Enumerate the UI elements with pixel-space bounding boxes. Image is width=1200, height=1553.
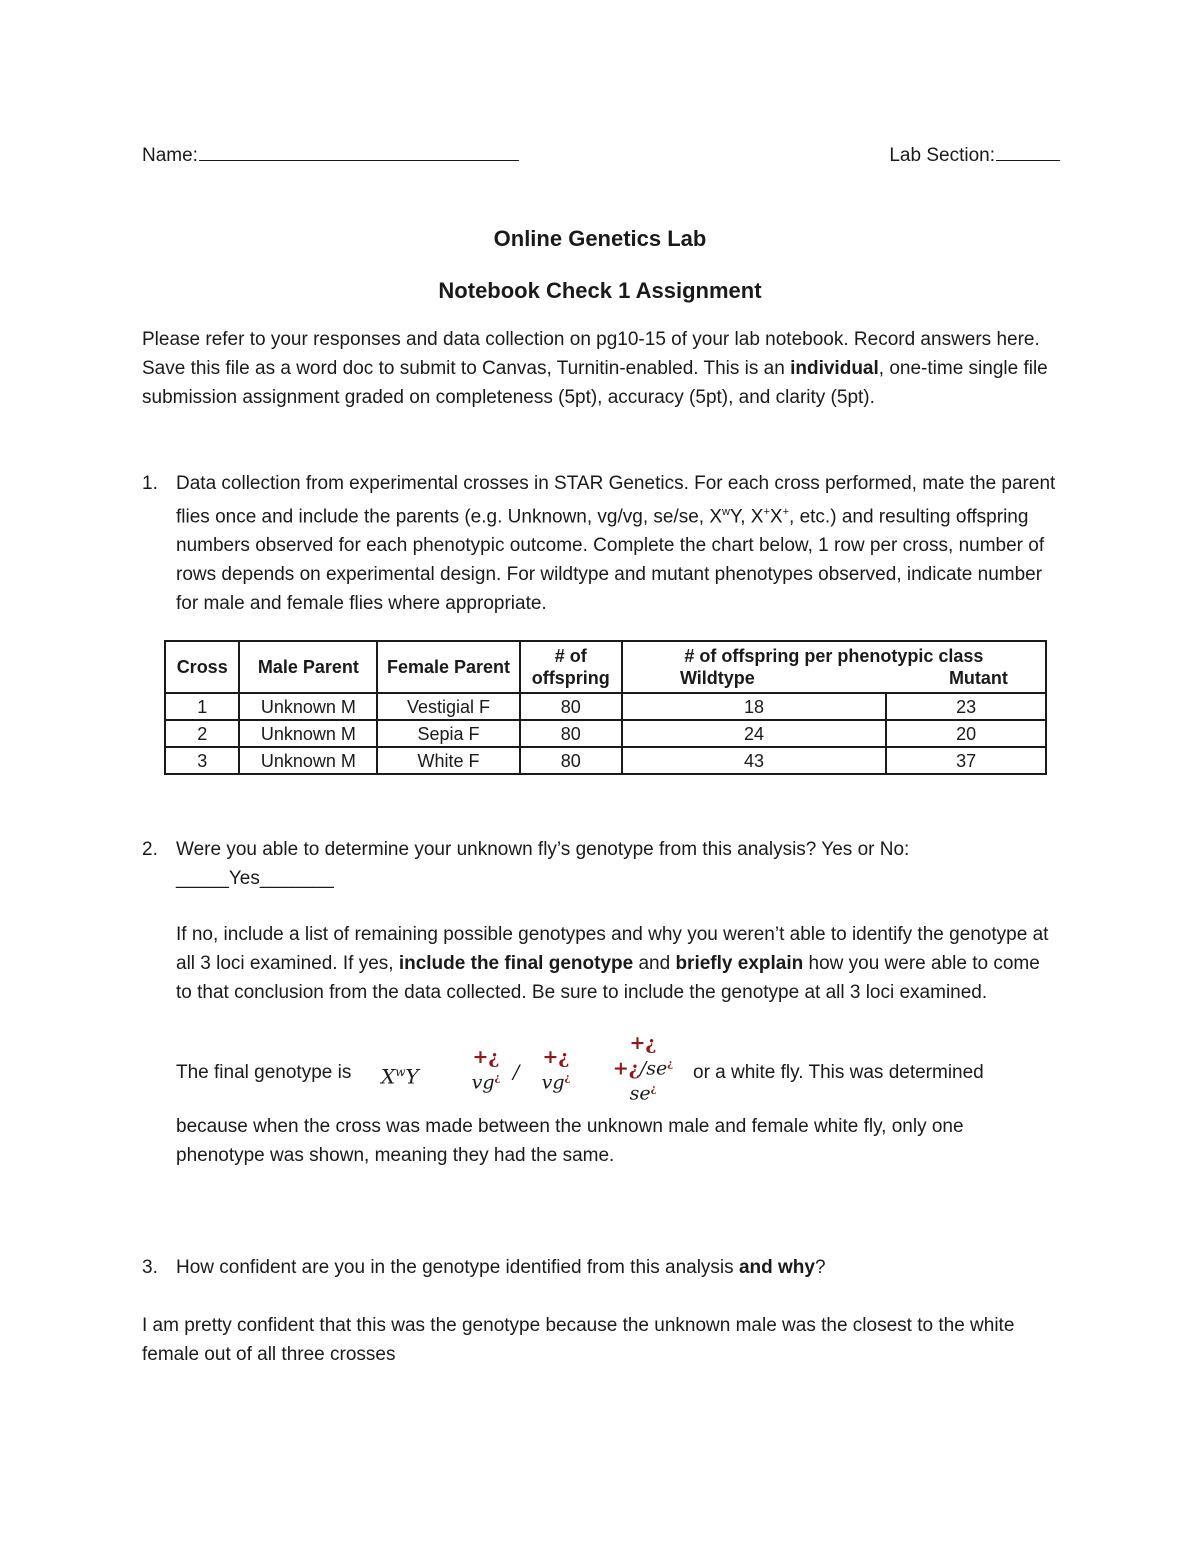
genotype-vg-allele-1: +¿ vg¿ <box>471 1046 501 1094</box>
question-2 <box>142 835 1060 893</box>
header-phenotypic-class <box>622 641 1046 693</box>
header-per-class: # of offspring per phenotypic class <box>684 646 984 666</box>
cell-wildtype[interactable]: 18 <box>622 693 886 720</box>
lab-section-field[interactable] <box>889 140 1060 170</box>
cell-mutant[interactable]: 37 <box>886 747 1046 774</box>
intro-bold: individual <box>790 358 879 379</box>
cell-cross[interactable]: 2 <box>165 720 239 747</box>
cell-wildtype[interactable]: 24 <box>622 720 886 747</box>
cell-cross[interactable]: 1 <box>165 693 239 720</box>
table-row <box>165 720 1046 747</box>
table-header-row <box>165 641 1046 693</box>
question-3-text: How confident are you in the genotype identified from this analysis and why? <box>176 1257 826 1278</box>
name-field[interactable] <box>142 140 519 170</box>
page-title: Online Genetics Lab <box>493 226 707 251</box>
lab-section-blank[interactable] <box>996 140 1060 161</box>
cell-female[interactable]: White F <box>377 747 519 774</box>
question-number: 1. <box>142 473 158 494</box>
header <box>142 140 1060 170</box>
cell-male[interactable]: Unknown M <box>239 720 377 747</box>
cell-mutant[interactable]: 23 <box>886 693 1046 720</box>
intro-paragraph <box>142 325 1060 412</box>
question-2-explanation: because when the cross was made between the unknown male and female white fly, only one phenotype was shown, meaning they had the same. <box>176 1116 964 1166</box>
intro-text: Please refer to your responses and data collection on pg10-15 of your lab notebook. Record answers here. Save this file as a word doc to submit to Canvas, Turnitin-enabled. This is an <box>142 329 1040 379</box>
header-num-offspring: # of offspring <box>520 641 622 693</box>
genotype-x-chromosome: $X^wY$ <box>381 1064 419 1089</box>
question-2-text: Were you able to determine your unknown fly’s genotype from this analysis? Yes or No: <box>176 839 910 860</box>
genotype-se-allele: +¿ +¿/se¿ se¿ <box>612 1032 674 1105</box>
page-subtitle: Notebook Check 1 Assignment <box>438 278 762 303</box>
question-number: 2. <box>142 839 158 860</box>
header-female-parent: Female Parent <box>377 641 519 693</box>
cell-male[interactable]: Unknown M <box>239 747 377 774</box>
question-3 <box>142 1253 1060 1282</box>
question-3-answer: I am pretty confident that this was the genotype because the unknown male was the closest to the white female out of all three crosses <box>142 1315 1015 1365</box>
cell-mutant[interactable]: 20 <box>886 720 1046 747</box>
genotype-vg-allele-2: +¿ vg¿ <box>541 1046 571 1094</box>
cell-offspring[interactable]: 80 <box>520 720 622 747</box>
intro-text-end: , one-time single file submission assignment graded on completeness (5pt), accuracy (5pt), and clarity (5pt). <box>142 358 1048 408</box>
final-genotype-tail: or a white fly. This was determined <box>693 1062 984 1083</box>
name-blank[interactable] <box>199 140 519 161</box>
cell-female[interactable]: Vestigial F <box>377 693 519 720</box>
cell-cross[interactable]: 3 <box>165 747 239 774</box>
offspring-data-table <box>164 640 1047 775</box>
header-wildtype: Wildtype <box>679 668 755 688</box>
cell-male[interactable]: Unknown M <box>239 693 377 720</box>
name-label: Name: <box>142 145 198 166</box>
question-2-instructions: If no, include a list of remaining possible genotypes and why you weren’t able to identify the genotype at all 3 loci examined. If yes, include the final genotype and briefly explain how you were able to come to that conclusion from the data collected. Be sure to include the genotype at all 3 loci examined. <box>176 924 1049 1003</box>
cell-female[interactable]: Sepia F <box>377 720 519 747</box>
cell-wildtype[interactable]: 43 <box>622 747 886 774</box>
header-mutant: Mutant <box>948 668 1008 688</box>
table-row <box>165 747 1046 774</box>
question-1-text: Data collection from experimental crosses in STAR Genetics. For each cross performed, mate the parent flies once and include the parents (e.g. Unknown, vg/vg, se/se, $X^wY$, X+X+, etc.) and resulting offspring numbers observed for each phenotypic outcome. Complete the chart below, 1 row per cross, number of rows depends on experimental design. For wildtype and mutant phenotypes observed, indicate number for male and female flies where appropriate. <box>176 473 1056 615</box>
question-1 <box>142 469 1060 618</box>
question-2-answer[interactable]: _____Yes_______ <box>176 868 334 889</box>
genotype-slash: / <box>513 1061 520 1083</box>
header-male-parent: Male Parent <box>239 641 377 693</box>
lab-section-label: Lab Section: <box>889 145 995 166</box>
question-number: 3. <box>142 1257 158 1278</box>
cell-offspring[interactable]: 80 <box>520 693 622 720</box>
cell-offspring[interactable]: 80 <box>520 747 622 774</box>
table-row <box>165 693 1046 720</box>
final-genotype-label: The final genotype is <box>176 1062 352 1083</box>
header-cross: Cross <box>165 641 239 693</box>
